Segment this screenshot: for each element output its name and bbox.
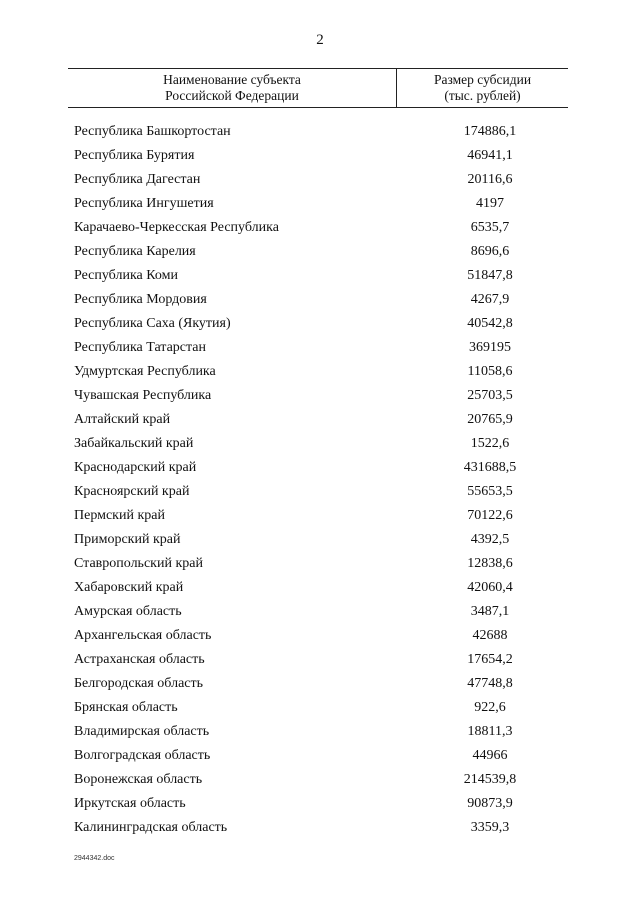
region-name: Иркутская область [74,796,186,811]
region-name: Республика Дагестан [74,172,201,187]
region-name: Республика Карелия [74,244,196,259]
region-name: Республика Саха (Якутия) [74,316,231,331]
table-row [74,336,574,360]
page-number: 2 [316,32,324,48]
subsidy-value: 4267,9 [470,292,510,307]
table-row [74,120,574,144]
table-row [74,648,574,672]
region-name: Астраханская область [74,652,205,667]
table-row [74,264,574,288]
header-subsidy-amount-line2: (тыс. рублей) [444,88,521,103]
table-row [74,696,574,720]
table-row [74,768,574,792]
region-name: Республика Мордовия [74,292,207,307]
subsidy-value: 46941,1 [467,148,513,163]
subsidy-value: 6535,7 [470,220,510,235]
region-name: Республика Ингушетия [74,196,214,211]
table-row [74,408,574,432]
table-row [74,456,574,480]
region-name: Чувашская Республика [74,388,212,403]
header-region-name-line1: Наименование субъекта [163,72,301,87]
region-name: Республика Татарстан [74,340,207,355]
region-name: Амурская область [74,604,182,619]
table-row [74,360,574,384]
region-name: Карачаево-Черкесская Республика [74,220,279,235]
header-region-name-line2: Российской Федерации [165,88,299,103]
table-row [74,288,574,312]
region-name: Забайкальский край [74,436,194,451]
table-row [74,624,574,648]
subsidy-value: 40542,8 [467,316,513,331]
subsidy-value: 42060,4 [467,580,513,595]
subsidy-value: 922,6 [474,700,506,715]
subsidy-value: 431688,5 [463,460,517,475]
document-code: 2944342.doc [74,855,115,862]
subsidy-value: 18811,3 [467,724,513,739]
subsidy-value: 369195 [469,340,511,355]
header-subsidy-amount-line1: Размер субсидии [433,72,532,87]
subsidy-value: 4392,5 [470,532,510,547]
region-name: Краснодарский край [74,460,197,475]
table-row [74,744,574,768]
subsidy-value: 51847,8 [467,268,513,283]
region-name: Красноярский край [74,484,190,499]
subsidy-value: 90873,9 [467,796,513,811]
subsidy-value: 214539,8 [463,772,517,787]
region-name: Пермский край [74,508,165,523]
header-region-name [68,69,397,107]
table-header [68,68,568,108]
region-name: Волгоградская область [74,748,211,763]
subsidy-value: 4197 [476,196,504,211]
region-name: Калининградская область [74,820,228,835]
header-subsidy-amount [397,69,568,107]
table-row [74,216,574,240]
subsidy-table-body [74,120,574,840]
subsidy-value: 55653,5 [467,484,513,499]
table-row [74,504,574,528]
subsidy-value: 20116,6 [467,172,513,187]
subsidy-value: 3359,3 [470,820,510,835]
table-row [74,384,574,408]
table-row [74,792,574,816]
table-row [74,432,574,456]
region-name: Брянская область [74,700,178,715]
table-row [74,240,574,264]
table-row [74,720,574,744]
table-row [74,480,574,504]
table-row [74,576,574,600]
subsidy-value: 11058,6 [467,364,513,379]
region-name: Ставропольский край [74,556,203,571]
region-name: Республика Башкортостан [74,124,231,139]
table-row [74,816,574,840]
table-row [74,192,574,216]
subsidy-value: 47748,8 [467,676,513,691]
subsidy-value: 1522,6 [470,436,510,451]
region-name: Архангельская область [74,628,212,643]
subsidy-value: 20765,9 [467,412,513,427]
region-name: Алтайский край [74,412,171,427]
table-row [74,552,574,576]
region-name: Республика Бурятия [74,148,195,163]
region-name: Республика Коми [74,268,178,283]
subsidy-value: 8696,6 [470,244,510,259]
subsidy-value: 12838,6 [467,556,513,571]
table-row [74,528,574,552]
region-name: Приморский край [74,532,181,547]
subsidy-value: 25703,5 [467,388,513,403]
region-name: Воронежская область [74,772,203,787]
subsidy-value: 44966 [472,748,508,763]
subsidy-value: 3487,1 [470,604,510,619]
region-name: Белгородская область [74,676,204,691]
region-name: Удмуртская Республика [74,364,216,379]
region-name: Хабаровский край [74,580,184,595]
subsidy-value: 42688 [472,628,508,643]
subsidy-value: 174886,1 [463,124,517,139]
region-name: Владимирская область [74,724,210,739]
table-row [74,672,574,696]
table-row [74,312,574,336]
table-row [74,144,574,168]
subsidy-value: 70122,6 [467,508,513,523]
table-row [74,168,574,192]
table-row [74,600,574,624]
subsidy-value: 17654,2 [467,652,513,667]
